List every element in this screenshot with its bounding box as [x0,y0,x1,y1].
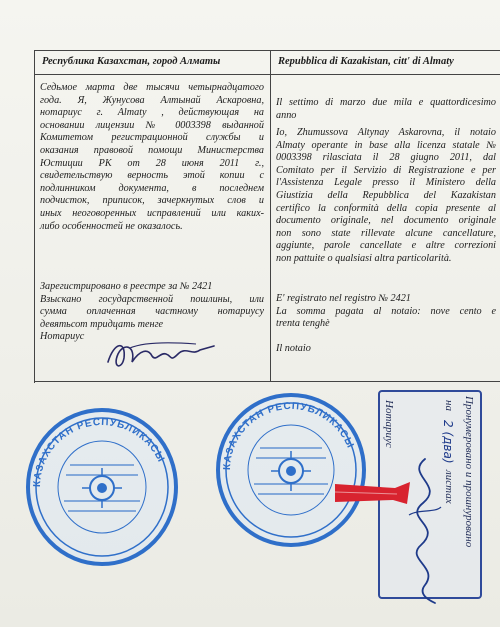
text-line: certifico la conformità della copia presente al [276,202,496,214]
text-line: Зарегистрировано в реестре за № 2421 [40,281,213,292]
text-line: Взыскано государственной пошлины, или [40,293,264,305]
text-line: Comitato per il Servizio di Registrazione e per [276,164,496,176]
notary-label: Нотариус [40,331,85,343]
text-line: l'Assistenza Legale presso il Ministero della [276,177,496,189]
text-line: Юстиции РК от 28 июня 2011 г., [40,157,264,169]
column-divider [270,50,271,382]
notary-signature [100,332,220,376]
seal-ring-text: КАЗАХСТАН РЕСПУБЛИКАСЫ [221,400,356,471]
text-line: 0003398 rilasciata il 28 giugno 2011, dal [276,152,496,164]
text-line: Almaty operante in base alla licenza statale № [276,139,496,151]
text-line: года. Я, Жунусова Алтынай Аскаровна, [40,94,264,106]
text-line: Седьмое марта две тысячи четырнадцатого [40,82,264,93]
text-line: La somma pagata al notaio: nove cento e [276,305,496,317]
text-line: подлинником документа, в последнем [40,182,264,194]
text-line: девятьсот тридцать тенге [40,318,164,330]
text-line: свидетельствую верность этой копии с [40,170,264,182]
text-line: Il settimo di marzo due mila e quattordicesimo [276,97,496,108]
text-line: E' registrato nel registro № 2421 [276,293,411,304]
official-seal-right [212,390,370,550]
header-divider [34,74,500,75]
text-line: основании лицензии № 0003398 выданной [40,119,264,131]
text-line: либо особенностей не оказалось. [40,220,183,232]
right-date-text [276,97,496,122]
binding-stamp-text-4: Нотариус [383,400,395,448]
text-line: anno [276,109,297,121]
text-line: documento originale, nel documento originale [276,215,496,227]
binding-stamp-text-1: Пронумеровано и прошнуровано [463,396,475,548]
right-registry-text [276,293,496,331]
table-bottom-border [34,381,500,382]
text-line: сумма оплаченная частному нотариусу [40,306,264,318]
text-line: подчисток, приписок, зачеркнутых слов и [40,195,264,207]
text-line: trenta tenghè [276,318,330,330]
left-header: Республика Казахстан, город Алматы [42,56,221,67]
text-line: Комитетом регистрационной службы и [40,132,264,144]
official-seal-left [22,405,182,570]
text-line: non sono state rillevate alcune cancellature, [276,227,496,239]
text-line: оказания правовой помощи Министерства [40,144,264,156]
seal-ring-text: КАЗАХСТАН РЕСПУБЛИКАСЫ [31,416,167,488]
right-notary-label: Il notaio [276,343,311,354]
text-line: aggiunte, parole cancellate e altre correzioni [276,240,496,252]
left-certification-text [40,82,264,233]
binding-signature [395,455,455,605]
right-header: Repubblica di Kazakistan, citt' di Almaty [278,56,454,67]
text-line: Giustizia della Repubblica del Kazakistan [276,189,496,201]
text-line: non pattuite o qualsiasi altra particolarità. [276,252,452,264]
binding-stamp-text-2: на [443,400,455,411]
right-certification-text [276,127,496,266]
binding-stamp-text-3: листах [443,470,455,504]
text-line: иных неоговоренных исправлений или каких- [40,207,264,219]
text-line: Io, Zhumussova Altynay Askarovna, il notaio [276,127,496,138]
handwritten-page-count: 2 (два) [441,420,455,464]
text-line: нотариус г. Almaty , действующая на [40,107,264,119]
